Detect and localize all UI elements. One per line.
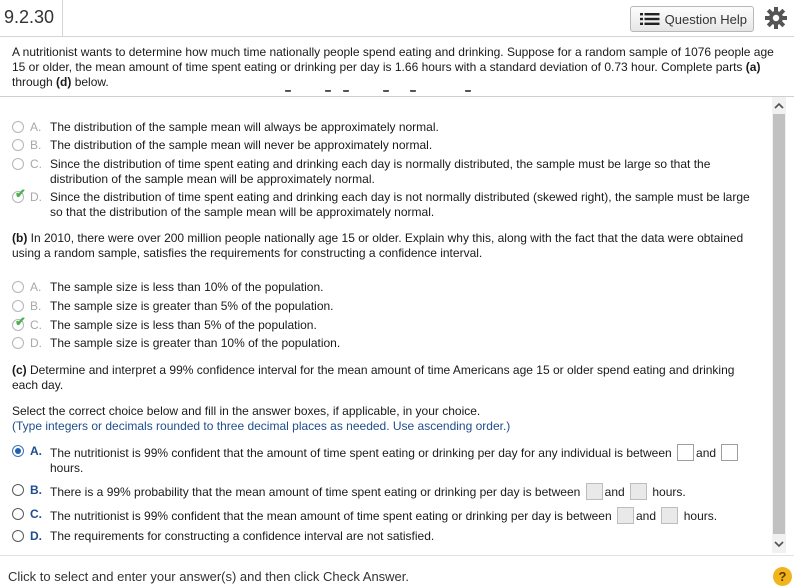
option-text: The sample size is less than 5% of the population. (50, 318, 317, 332)
part-c-question (12, 363, 762, 393)
lower-bound-input[interactable] (677, 444, 694, 461)
radio-button[interactable] (12, 530, 24, 542)
part-b-label: (b) (12, 231, 28, 245)
option-c-b[interactable] (12, 483, 762, 500)
option-letter: D. (30, 190, 42, 204)
option-text: Since the distribution of time spent eating and drinking each day is not normally distributed (skewed right), the sample must be large so that the distribution of the sample mean will be approximately normal. (50, 190, 750, 219)
radio-button[interactable] (12, 337, 24, 349)
option-letter: A. (30, 444, 42, 458)
option-a-b[interactable] (12, 138, 762, 153)
radio-button[interactable] (12, 484, 24, 496)
checkmark-icon: ✔ (15, 186, 26, 201)
hours-text: hours. (683, 509, 718, 523)
part-a-ref: (a) (745, 60, 761, 74)
question-help-button[interactable] (630, 6, 754, 32)
part-c-text: Determine and interpret a 99% confidence interval for the mean amount of time Americans age 15 or older spend eating and drinking each day. (12, 363, 735, 392)
vertical-scrollbar[interactable] (772, 97, 786, 553)
option-text: The sample size is less than 10% of the population. (50, 280, 324, 294)
option-letter: A. (30, 120, 42, 134)
scroll-down-arrow-icon[interactable] (772, 537, 786, 551)
option-letter: B. (30, 299, 42, 313)
scrollbar-thumb[interactable] (773, 114, 785, 534)
radio-button[interactable] (12, 158, 24, 170)
divider (0, 555, 794, 556)
option-text: The nutritionist is 99% confident that the mean amount of time spent eating or drinking per day is between (50, 509, 612, 523)
option-c-a[interactable] (12, 444, 762, 476)
top-bar (0, 0, 794, 37)
option-c-c[interactable] (12, 507, 762, 524)
option-letter: B. (30, 483, 42, 497)
and-text: and (636, 509, 657, 523)
part-b-question (12, 231, 762, 261)
option-letter: C. (30, 157, 42, 171)
lower-bound-input[interactable] (586, 483, 603, 500)
upper-bound-input[interactable] (721, 444, 738, 461)
gear-icon[interactable] (764, 6, 788, 30)
instruction-text: Select the correct choice below and fill in the answer boxes, if applicable, in your choice. (12, 404, 481, 418)
option-c-d[interactable] (12, 529, 762, 544)
question-content (0, 97, 794, 555)
radio-button-selected[interactable] (12, 445, 24, 457)
checkmark-icon: ✔ (15, 314, 26, 329)
scroll-up-arrow-icon[interactable] (772, 99, 786, 113)
and-text: and (696, 446, 717, 460)
option-letter: C. (30, 507, 42, 521)
part-c-label: (c) (12, 363, 27, 377)
option-b-b[interactable] (12, 299, 762, 314)
problem-text: A nutritionist wants to determine how much time nationally people spend eating and drinking. Suppose for a random sample of 1076 people age 15 or older, the mean amount of time spent eating or drinking per day is 1.66 hours with a standard deviation of 0.73 hour. Complete parts (12, 45, 774, 74)
option-text: The requirements for constructing a confidence interval are not satisfied. (50, 529, 435, 543)
radio-button[interactable] (12, 281, 24, 293)
radio-button[interactable] (12, 300, 24, 312)
option-b-d[interactable] (12, 336, 762, 351)
status-text: Click to select and enter your answer(s) and then click Check Answer. (8, 569, 410, 584)
problem-statement (12, 45, 782, 90)
option-text: The distribution of the sample mean will never be approximately normal. (50, 138, 433, 152)
through-text: through (12, 75, 57, 89)
upper-bound-input[interactable] (661, 507, 678, 524)
question-help-label: Question Help (664, 12, 748, 27)
option-a-c[interactable] (12, 157, 762, 187)
option-letter: C. (30, 318, 42, 332)
format-note: (Type integers or decimals rounded to three decimal places as needed. Use ascending order.) (12, 419, 511, 433)
option-letter: D. (30, 336, 42, 350)
option-text: Since the distribution of time spent eating and drinking each day is normally distributed, the sample must be large so that the distribution of the sample mean will be approximately normal. (50, 157, 711, 186)
option-text: There is a 99% probability that the mean amount of time spent eating or drinking per day is between (50, 485, 581, 499)
option-letter: D. (30, 529, 42, 543)
help-icon[interactable]: ? (773, 567, 792, 586)
question-number: 9.2.30 (0, 0, 63, 36)
option-a-d[interactable] (12, 186, 762, 220)
below-text: below. (71, 75, 109, 89)
option-text: The sample size is greater than 5% of the population. (50, 299, 334, 313)
hours-text: hours. (652, 485, 686, 499)
list-icon (640, 12, 660, 26)
part-b-text: In 2010, there were over 200 million people nationally age 15 or older. Explain why this, along with the fact that the data were obtained using a random sample, satisfies the requirements for constructing a confidence interval. (12, 231, 744, 260)
option-letter: A. (30, 280, 42, 294)
part-c-instructions (12, 404, 762, 434)
lower-bound-input[interactable] (617, 507, 634, 524)
option-b-a[interactable] (12, 280, 762, 295)
radio-button[interactable] (12, 508, 24, 520)
part-d-ref: (d) (56, 75, 72, 89)
option-text: The sample size is greater than 10% of the population. (50, 336, 341, 350)
radio-button[interactable] (12, 139, 24, 151)
option-text: The nutritionist is 99% confident that the amount of time spent eating or drinking per day for any individual is between (50, 446, 672, 460)
hours-text: hours. (50, 461, 84, 475)
option-a-a[interactable] (12, 120, 762, 135)
radio-button[interactable] (12, 121, 24, 133)
and-text: and (604, 485, 625, 499)
option-letter: B. (30, 138, 42, 152)
upper-bound-input[interactable] (630, 483, 647, 500)
option-b-c[interactable] (12, 314, 762, 333)
option-text: The distribution of the sample mean will always be approximately normal. (50, 120, 439, 134)
